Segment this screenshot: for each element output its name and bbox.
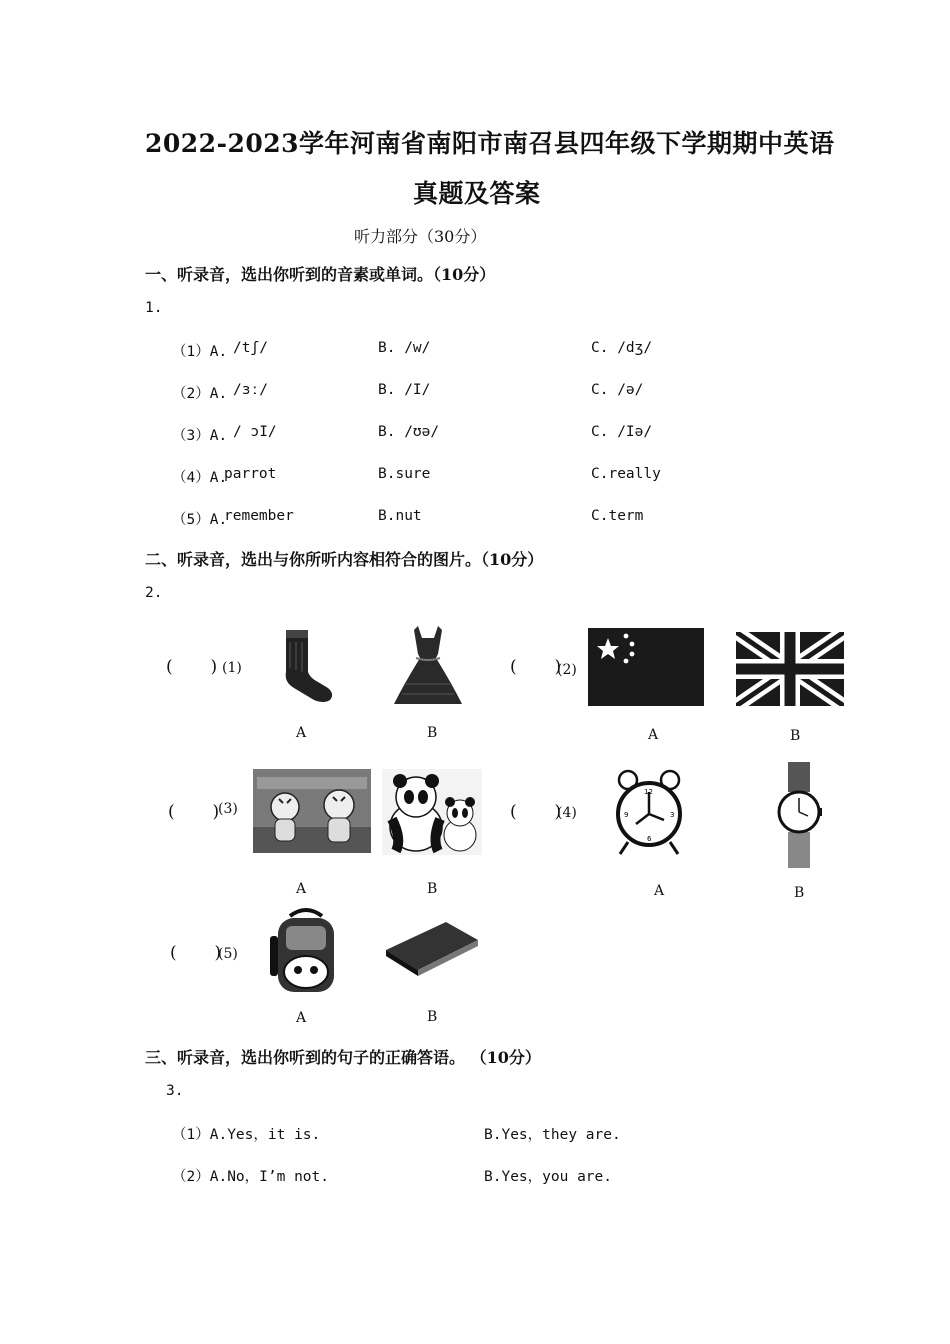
- item4-number: (4): [557, 805, 577, 821]
- s3-row1-b: B.Yes，they are.: [484, 1127, 621, 1143]
- item4-label-b: B: [794, 885, 805, 901]
- row3-a: / ɔI/: [233, 424, 277, 440]
- listening-subtitle: 听力部分（30分）: [354, 227, 487, 246]
- row4-num: （4）A.: [172, 470, 228, 486]
- svg-text:9: 9: [624, 811, 629, 819]
- row5-c: C.term: [591, 508, 644, 524]
- alarm-clock-image: [614, 768, 684, 858]
- tigers-image: [253, 769, 371, 853]
- document-title-line2: 真题及答案: [413, 179, 541, 208]
- section1-number: 1.: [145, 300, 163, 316]
- dress-image: [392, 624, 464, 708]
- row4-b: B.sure: [378, 466, 431, 482]
- row3-num: （3）A.: [172, 428, 228, 444]
- item5-number: (5): [218, 946, 238, 962]
- s3-row2-b: B.Yes，you are.: [484, 1169, 612, 1185]
- item2-label-a: A: [648, 727, 659, 743]
- row1-c: C. /dʒ/: [591, 340, 653, 356]
- item3-label-b: B: [427, 881, 438, 897]
- item2-number: (2): [557, 662, 577, 678]
- section1-heading: 一、听录音，选出你听到的音素或单词。（10分）: [145, 265, 496, 284]
- section2-number: 2.: [145, 585, 163, 601]
- answer-blank-5[interactable]: ( ): [170, 943, 222, 963]
- item1-label-a: A: [296, 725, 307, 741]
- backpack-image: [268, 906, 344, 998]
- answer-blank-2[interactable]: ( ): [510, 657, 562, 677]
- document-title-line1: 2022-2023学年河南省南阳市南召县四年级下学期期中英语: [145, 129, 835, 158]
- item1-number: (1): [222, 660, 242, 676]
- row5-num: （5）A.: [172, 512, 228, 528]
- row2-a: /ɜː/: [233, 382, 268, 398]
- item4-label-a: A: [654, 883, 665, 899]
- item1-label-b: B: [427, 725, 438, 741]
- row1-b: B. /w/: [378, 340, 431, 356]
- china-flag-image: [588, 628, 704, 706]
- uk-flag-image: [736, 632, 844, 706]
- row4-a: parrot: [224, 466, 277, 482]
- sock-image: [278, 628, 336, 704]
- item5-label-a: A: [296, 1010, 307, 1026]
- item3-number: (3): [218, 801, 238, 817]
- svg-text:6: 6: [647, 835, 652, 843]
- watch-image: [776, 760, 822, 870]
- answer-blank-3[interactable]: ( ): [168, 802, 220, 822]
- row5-b: B.nut: [378, 508, 422, 524]
- row2-b: B. /I/: [378, 382, 431, 398]
- item2-label-b: B: [790, 728, 801, 744]
- svg-text:12: 12: [644, 788, 653, 796]
- row3-b: B. /ʊə/: [378, 424, 440, 440]
- s3-row2-a: （2）A.No，I’m not.: [172, 1169, 329, 1185]
- answer-blank-4[interactable]: ( ): [510, 802, 562, 822]
- item5-label-b: B: [427, 1009, 438, 1025]
- row4-c: C.really: [591, 466, 661, 482]
- section3-number: 3.: [166, 1083, 184, 1099]
- s3-row1-a: （1）A.Yes，it is.: [172, 1127, 321, 1143]
- item3-label-a: A: [296, 881, 307, 897]
- row5-a: remember: [224, 508, 294, 524]
- svg-text:3: 3: [670, 811, 675, 819]
- section2-heading: 二、听录音，选出与你所听内容相符合的图片。（10分）: [145, 550, 544, 569]
- row1-num: （1）A.: [172, 344, 228, 360]
- book-image: [384, 920, 480, 976]
- answer-blank-1[interactable]: ( ): [166, 657, 218, 677]
- row2-num: （2）A.: [172, 386, 228, 402]
- row3-c: C. /Iə/: [591, 424, 653, 440]
- pandas-image: [382, 769, 482, 855]
- row1-a: /tʃ/: [233, 340, 268, 356]
- row2-c: C. /ə/: [591, 382, 644, 398]
- section3-heading: 三、听录音，选出你听到的句子的正确答语。 （10分）: [145, 1048, 541, 1067]
